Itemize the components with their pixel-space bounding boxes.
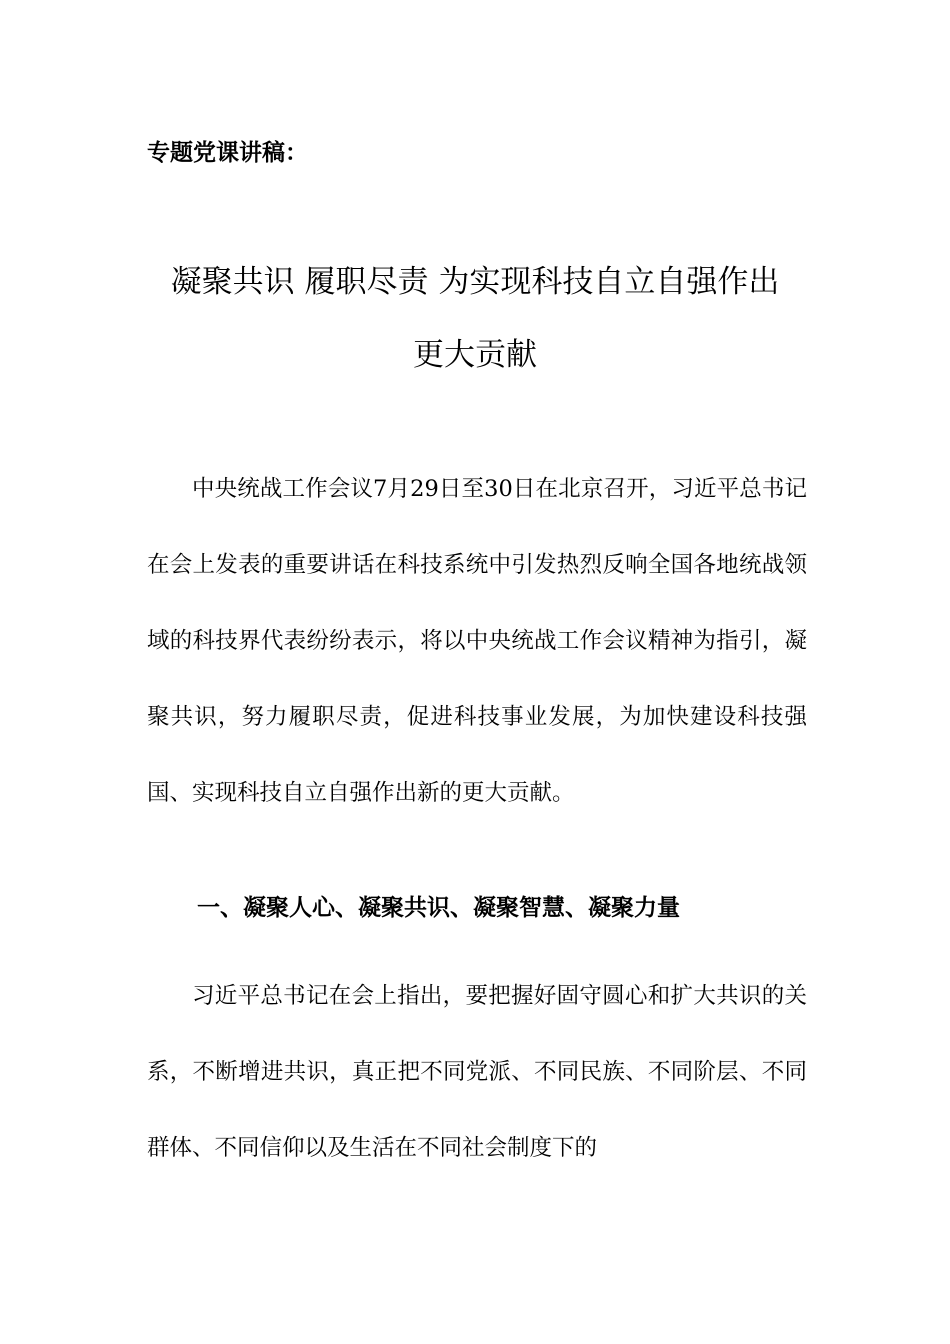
section-1-heading: 一、凝聚人心、凝聚共识、凝聚智慧、凝聚力量 [197, 894, 680, 921]
document-label: 专题党课讲稿： [147, 139, 308, 166]
document-title-line-2: 更大贡献 [413, 337, 537, 373]
document-title-line-1: 凝聚共识 履职尽责 为实现科技自立自强作出 [170, 264, 780, 300]
paragraph-2: 习近平总书记在会上指出，要把握好固守圆心和扩大共识的关系，不断增进共识，真正把不同党派、不同民族、不同阶层、不同群体、不同信仰以及生活在不同社会制度下的 [147, 983, 807, 1161]
paragraph-1: 中央统战工作会议7月29日至30日在北京召开，习近平总书记在会上发表的重要讲话在科技系统中引发热烈反响全国各地统战领域的科技界代表纷纷表示，将以中央统战工作会议精神为指引，凝聚共识，努力履职尽责，促进科技事业发展，为加快建设科技强国、实现科技自立自强作出新的更大贡献。 [147, 476, 807, 806]
